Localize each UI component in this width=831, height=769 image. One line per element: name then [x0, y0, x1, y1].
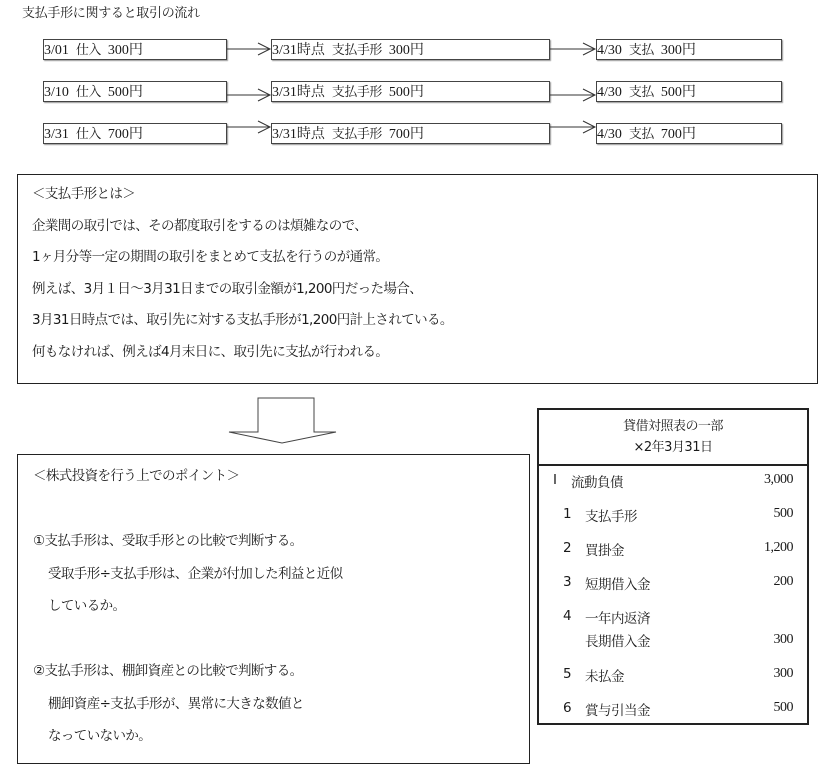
payment-box: [596, 123, 782, 144]
note-label: 支払手形: [331, 43, 382, 58]
payment-amount: 500円: [660, 85, 696, 100]
note-label: 支払手形: [331, 85, 382, 100]
note-amount: 500円: [388, 85, 424, 100]
purchase-date: 3/10: [44, 85, 69, 100]
item-value: 1,200: [764, 540, 793, 555]
explanation-line: 例えば、3月１日～3月31日までの取引金額が1,200円だった場合、: [32, 280, 423, 297]
payment-box: [596, 39, 782, 60]
item-label: 賞与引当金: [585, 703, 650, 719]
payment-date: 4/30: [597, 43, 622, 58]
note-amount: 700円: [388, 127, 424, 142]
payment-label: 支払: [628, 43, 654, 58]
table-row: [539, 660, 807, 694]
note-date: 3/31時点: [272, 43, 325, 58]
table-row: [539, 568, 807, 602]
arrow-right-icon: [226, 38, 272, 60]
item-label: [585, 608, 650, 654]
note-date: 3/31時点: [272, 127, 325, 142]
note-label: 支払手形: [331, 127, 382, 142]
section-mark: Ⅰ: [553, 472, 557, 488]
purchase-date: 3/31: [44, 127, 69, 142]
item-value: 300: [773, 666, 793, 681]
explanation-line: 1ヶ月分等一定の期間の取引をまとめて支払を行うのが通常。: [32, 249, 389, 265]
balance-sheet-table: [537, 408, 809, 725]
purchase-date: 3/01: [44, 43, 69, 58]
purchase-box: [43, 123, 227, 144]
item-number: 2: [563, 540, 572, 556]
payment-date: 4/30: [597, 85, 622, 100]
payment-amount: 300円: [660, 43, 696, 58]
note-box: [271, 123, 550, 144]
investment-points-box: [17, 454, 530, 764]
arrow-down-icon: [226, 396, 338, 446]
table-row: [539, 534, 807, 568]
explanation-line: 企業間の取引では、その都度取引をするのは煩雑なので、: [32, 217, 368, 234]
note-box: [271, 39, 550, 60]
item-value: 500: [773, 700, 793, 715]
item-label-line2: 長期借入金: [585, 634, 650, 650]
table-row: [539, 602, 807, 660]
section-row: [539, 466, 807, 500]
point-title: ②支払手形は、棚卸資産との比較で判断する。: [33, 663, 303, 679]
item-number: 6: [563, 700, 572, 716]
arrow-right-icon: [226, 116, 272, 138]
explanation-line: 何もなければ、例えば4月末日に、取引先に支払が行われる。: [32, 343, 389, 360]
purchase-amount: 500円: [107, 85, 143, 100]
item-value: 500: [773, 506, 793, 521]
point-detail: しているか。: [48, 598, 126, 614]
arrow-right-icon: [549, 38, 597, 60]
point-title: ①支払手形は、受取手形との比較で判断する。: [33, 533, 303, 549]
arrow-right-icon: [226, 84, 272, 106]
payment-box: [596, 81, 782, 102]
page-title: 支払手形に関すると取引の流れ: [22, 6, 200, 21]
section-value: 3,000: [764, 472, 793, 487]
payment-label: 支払: [628, 127, 654, 142]
item-number: 4: [563, 608, 572, 624]
explanation-heading: ＜支払手形とは＞: [32, 186, 136, 202]
item-number: 5: [563, 666, 572, 682]
payment-amount: 700円: [660, 127, 696, 142]
spacer: [33, 500, 529, 533]
explanation-box: [17, 174, 818, 384]
section-label: 流動負債: [571, 475, 623, 491]
item-label: 買掛金: [585, 543, 624, 559]
purchase-label: 仕入: [75, 43, 101, 58]
purchase-box: [43, 39, 227, 60]
payment-label: 支払: [628, 85, 654, 100]
payment-date: 4/30: [597, 127, 622, 142]
explanation-line: 3月31日時点では、取引先に対する支払手形が1,200円計上されている。: [32, 312, 453, 328]
note-box: [271, 81, 550, 102]
point-detail: 受取手形÷支払手形は、企業が付加した利益と近似: [48, 565, 343, 582]
table-row: [539, 500, 807, 534]
table-row: [539, 694, 807, 728]
item-value: 200: [773, 574, 793, 589]
point-detail: 棚卸資産÷支払手形が、異常に大きな数値と: [48, 695, 304, 712]
note-amount: 300円: [388, 43, 424, 58]
spacer: [33, 630, 529, 663]
item-label-line1: 一年内返済: [585, 611, 650, 627]
points-heading: ＜株式投資を行う上でのポイント＞: [33, 468, 240, 484]
purchase-label: 仕入: [75, 127, 101, 142]
arrow-right-icon: [549, 116, 597, 138]
purchase-amount: 700円: [107, 127, 143, 142]
balance-sheet-date: ×2年3月31日: [633, 440, 713, 455]
item-label: 短期借入金: [585, 577, 650, 593]
purchase-label: 仕入: [75, 85, 101, 100]
item-number: 3: [563, 574, 572, 590]
balance-sheet-header: [539, 410, 807, 466]
purchase-box: [43, 81, 227, 102]
balance-sheet-title: 貸借対照表の一部: [622, 419, 723, 434]
item-label: 未払金: [585, 669, 624, 685]
item-number: 1: [563, 506, 572, 522]
purchase-amount: 300円: [107, 43, 143, 58]
note-date: 3/31時点: [272, 85, 325, 100]
arrow-right-icon: [549, 84, 597, 106]
item-value: 300: [773, 632, 793, 647]
point-detail: なっていないか。: [48, 728, 152, 744]
item-label: 支払手形: [585, 509, 637, 525]
